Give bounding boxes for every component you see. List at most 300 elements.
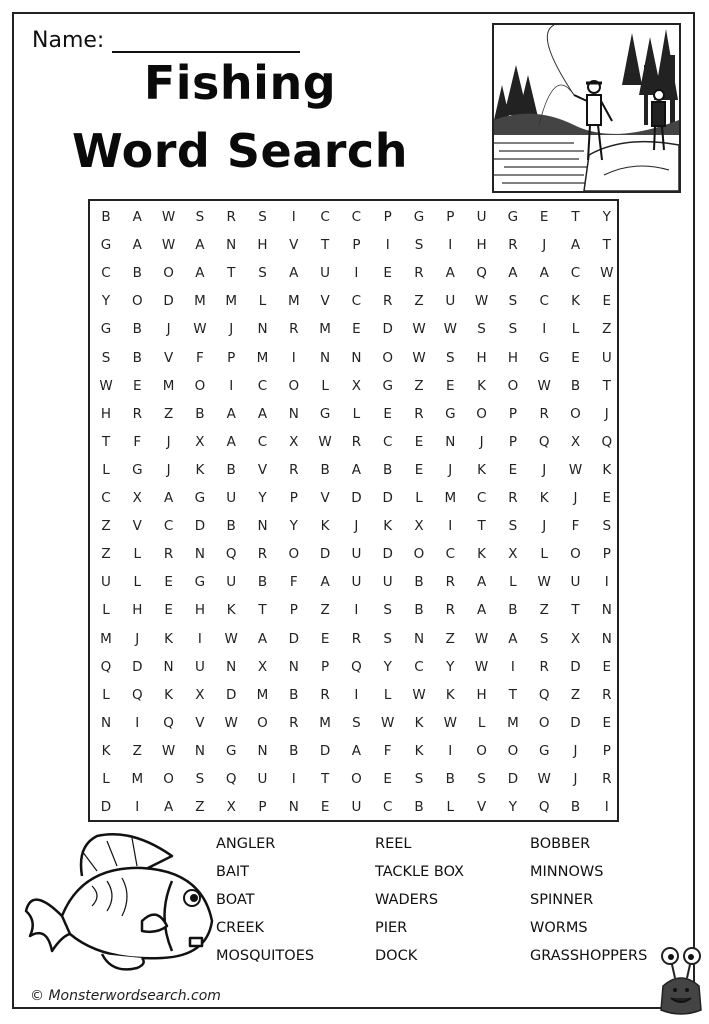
grid-letter[interactable]: C bbox=[351, 293, 362, 310]
grid-letter[interactable]: Q bbox=[538, 433, 550, 450]
grid-letter[interactable]: G bbox=[100, 237, 112, 254]
grid-letter[interactable]: A bbox=[351, 742, 362, 759]
grid-letter[interactable]: L bbox=[477, 714, 486, 731]
grid-letter[interactable]: W bbox=[318, 433, 332, 450]
grid-letter[interactable]: A bbox=[476, 602, 487, 619]
grid-letter[interactable]: W bbox=[600, 265, 614, 282]
grid-letter[interactable]: M bbox=[100, 630, 112, 647]
grid-letter[interactable]: I bbox=[291, 771, 296, 787]
grid-letter[interactable]: O bbox=[413, 546, 425, 563]
grid-letter[interactable]: A bbox=[226, 405, 236, 422]
grid-letter[interactable]: X bbox=[195, 433, 205, 450]
grid-letter[interactable]: H bbox=[132, 602, 143, 619]
grid-letter[interactable]: Z bbox=[320, 602, 330, 619]
grid-letter[interactable]: G bbox=[538, 349, 550, 366]
grid-letter[interactable]: B bbox=[132, 265, 142, 282]
grid-letter[interactable]: N bbox=[194, 546, 205, 563]
grid-letter[interactable]: C bbox=[539, 293, 549, 310]
grid-letter[interactable]: K bbox=[226, 602, 236, 619]
grid-letter[interactable]: O bbox=[570, 546, 581, 563]
grid-letter[interactable]: P bbox=[508, 405, 517, 422]
grid-letter[interactable]: U bbox=[601, 349, 612, 366]
grid-letter[interactable]: R bbox=[445, 574, 455, 591]
grid-letter[interactable]: D bbox=[100, 799, 112, 816]
grid-letter[interactable]: F bbox=[289, 574, 298, 591]
grid-letter[interactable]: W bbox=[381, 714, 395, 731]
grid-letter[interactable]: D bbox=[382, 490, 393, 506]
grid-letter[interactable]: B bbox=[132, 349, 142, 366]
grid-letter[interactable]: X bbox=[570, 433, 581, 450]
grid-letter[interactable]: T bbox=[602, 377, 611, 394]
grid-letter[interactable]: T bbox=[227, 265, 236, 282]
grid-letter[interactable]: K bbox=[414, 742, 424, 759]
grid-letter[interactable]: L bbox=[446, 799, 455, 816]
grid-letter[interactable]: J bbox=[166, 321, 171, 338]
grid-letter[interactable]: B bbox=[414, 574, 424, 591]
grid-letter[interactable]: A bbox=[132, 237, 142, 254]
grid-letter[interactable]: Y bbox=[258, 490, 267, 506]
grid-letter[interactable]: I bbox=[448, 237, 453, 254]
grid-letter[interactable]: N bbox=[288, 799, 299, 816]
grid-letter[interactable]: K bbox=[477, 377, 487, 394]
grid-letter[interactable]: X bbox=[414, 518, 424, 535]
grid-letter[interactable]: N bbox=[257, 321, 268, 338]
grid-letter[interactable]: A bbox=[226, 433, 236, 450]
grid-letter[interactable]: Z bbox=[163, 405, 174, 422]
grid-letter[interactable]: I bbox=[604, 799, 609, 816]
grid-letter[interactable]: I bbox=[135, 799, 140, 816]
grid-letter[interactable]: P bbox=[352, 237, 361, 254]
grid-letter[interactable]: N bbox=[288, 405, 299, 422]
grid-letter[interactable]: I bbox=[542, 321, 547, 338]
grid-letter[interactable]: G bbox=[100, 321, 112, 338]
grid-letter[interactable]: A bbox=[351, 461, 362, 478]
grid-letter[interactable]: Q bbox=[131, 686, 143, 703]
grid-letter[interactable]: T bbox=[477, 518, 486, 535]
grid-letter[interactable]: Q bbox=[351, 658, 362, 675]
grid-letter[interactable]: Z bbox=[445, 630, 455, 647]
grid-letter[interactable]: R bbox=[351, 433, 362, 450]
grid-letter[interactable]: U bbox=[226, 574, 237, 591]
grid-letter[interactable]: U bbox=[101, 574, 111, 591]
grid-letter[interactable]: B bbox=[289, 686, 299, 703]
grid-letter[interactable]: K bbox=[101, 742, 111, 759]
grid-letter[interactable]: S bbox=[195, 209, 205, 225]
grid-letter[interactable]: R bbox=[382, 293, 393, 310]
grid-letter[interactable]: U bbox=[445, 293, 456, 310]
grid-letter[interactable]: B bbox=[570, 377, 581, 394]
grid-letter[interactable]: O bbox=[507, 742, 519, 759]
grid-letter[interactable]: Q bbox=[538, 686, 550, 703]
grid-letter[interactable]: N bbox=[100, 714, 112, 731]
grid-letter[interactable]: C bbox=[101, 265, 111, 282]
grid-letter[interactable]: E bbox=[383, 265, 392, 282]
grid-letter[interactable]: S bbox=[101, 349, 111, 366]
grid-letter[interactable]: U bbox=[320, 265, 331, 282]
grid-letter[interactable]: T bbox=[101, 433, 111, 450]
grid-letter[interactable]: O bbox=[288, 377, 300, 394]
grid-letter[interactable]: R bbox=[289, 714, 299, 731]
grid-letter[interactable]: S bbox=[414, 237, 424, 254]
grid-letter[interactable]: S bbox=[446, 349, 455, 366]
grid-letter[interactable]: U bbox=[257, 771, 268, 787]
grid-letter[interactable]: V bbox=[257, 461, 268, 478]
grid-letter[interactable]: K bbox=[445, 686, 455, 703]
grid-letter[interactable]: O bbox=[194, 377, 206, 394]
grid-letter[interactable]: A bbox=[289, 265, 299, 282]
grid-letter[interactable]: B bbox=[195, 405, 205, 422]
grid-letter[interactable]: R bbox=[163, 546, 174, 563]
grid-letter[interactable]: U bbox=[194, 658, 205, 675]
grid-letter[interactable]: O bbox=[507, 377, 519, 394]
grid-letter[interactable]: C bbox=[351, 209, 362, 225]
grid-letter[interactable]: U bbox=[382, 574, 393, 591]
grid-letter[interactable]: C bbox=[320, 209, 330, 225]
grid-letter[interactable]: I bbox=[135, 714, 140, 731]
grid-letter[interactable]: B bbox=[414, 602, 424, 619]
grid-letter[interactable]: O bbox=[351, 771, 362, 787]
grid-letter[interactable]: K bbox=[539, 490, 549, 506]
grid-letter[interactable]: C bbox=[257, 433, 268, 450]
grid-letter[interactable]: O bbox=[476, 742, 487, 759]
grid-letter[interactable]: L bbox=[102, 602, 110, 619]
grid-letter[interactable]: R bbox=[508, 237, 518, 254]
grid-letter[interactable]: M bbox=[444, 490, 457, 506]
grid-letter[interactable]: E bbox=[446, 377, 455, 394]
grid-letter[interactable]: M bbox=[194, 293, 206, 310]
grid-letter[interactable]: G bbox=[445, 405, 456, 422]
grid-letter[interactable]: L bbox=[352, 405, 361, 422]
grid-letter[interactable]: J bbox=[166, 461, 171, 478]
grid-letter[interactable]: H bbox=[476, 349, 487, 366]
grid-letter[interactable]: B bbox=[257, 574, 268, 591]
grid-letter[interactable]: Z bbox=[195, 799, 205, 816]
grid-letter[interactable]: M bbox=[162, 377, 175, 394]
grid-letter[interactable]: E bbox=[602, 714, 612, 731]
grid-letter[interactable]: F bbox=[571, 518, 580, 535]
grid-letter[interactable]: N bbox=[320, 349, 331, 366]
grid-letter[interactable]: S bbox=[383, 602, 392, 619]
grid-letter[interactable]: S bbox=[352, 714, 361, 731]
grid-letter[interactable]: I bbox=[291, 349, 296, 366]
grid-letter[interactable]: L bbox=[258, 293, 267, 310]
grid-letter[interactable]: N bbox=[601, 630, 612, 647]
grid-letter[interactable]: O bbox=[163, 265, 174, 282]
grid-letter[interactable]: A bbox=[257, 405, 268, 422]
grid-letter[interactable]: X bbox=[570, 630, 581, 647]
grid-letter[interactable]: W bbox=[443, 714, 457, 731]
grid-letter[interactable]: R bbox=[445, 602, 455, 619]
grid-letter[interactable]: Q bbox=[163, 714, 174, 731]
grid-letter[interactable]: N bbox=[226, 237, 237, 254]
grid-letter[interactable]: A bbox=[508, 265, 518, 282]
grid-letter[interactable]: M bbox=[131, 771, 144, 787]
grid-letter[interactable]: N bbox=[351, 349, 362, 366]
grid-letter[interactable]: V bbox=[320, 490, 330, 506]
grid-letter[interactable]: K bbox=[164, 630, 174, 647]
grid-letter[interactable]: J bbox=[166, 433, 171, 450]
grid-letter[interactable]: K bbox=[477, 461, 487, 478]
grid-letter[interactable]: D bbox=[163, 293, 174, 310]
grid-letter[interactable]: W bbox=[474, 630, 489, 647]
grid-letter[interactable]: O bbox=[131, 293, 143, 310]
grid-letter[interactable]: W bbox=[412, 686, 426, 703]
grid-letter[interactable]: G bbox=[132, 461, 143, 478]
grid-letter[interactable]: U bbox=[570, 574, 581, 591]
grid-letter[interactable]: O bbox=[257, 714, 268, 731]
grid-letter[interactable]: R bbox=[602, 771, 612, 787]
grid-letter[interactable]: L bbox=[133, 574, 142, 591]
grid-letter[interactable]: S bbox=[258, 265, 267, 282]
grid-letter[interactable]: N bbox=[445, 433, 456, 450]
grid-letter[interactable]: Q bbox=[601, 433, 613, 450]
grid-letter[interactable]: Q bbox=[225, 771, 237, 787]
grid-letter[interactable]: P bbox=[446, 209, 455, 225]
grid-letter[interactable]: I bbox=[354, 686, 359, 703]
grid-letter[interactable]: E bbox=[164, 574, 173, 591]
grid-letter[interactable]: V bbox=[289, 237, 299, 254]
grid-letter[interactable]: E bbox=[414, 461, 424, 478]
grid-letter[interactable]: R bbox=[351, 630, 362, 647]
grid-letter[interactable]: Z bbox=[414, 293, 424, 310]
grid-letter[interactable]: L bbox=[102, 461, 110, 478]
grid-letter[interactable]: J bbox=[542, 518, 547, 535]
grid-letter[interactable]: E bbox=[602, 293, 612, 310]
grid-letter[interactable]: W bbox=[224, 714, 238, 731]
grid-letter[interactable]: J bbox=[573, 490, 578, 506]
grid-letter[interactable]: T bbox=[508, 686, 518, 703]
grid-letter[interactable]: C bbox=[101, 490, 111, 506]
grid-letter[interactable]: W bbox=[99, 377, 113, 394]
grid-letter[interactable]: R bbox=[539, 405, 549, 422]
grid-letter[interactable]: S bbox=[508, 293, 518, 310]
grid-letter[interactable]: P bbox=[289, 602, 298, 619]
grid-letter[interactable]: Q bbox=[538, 799, 550, 816]
grid-letter[interactable]: E bbox=[352, 321, 361, 338]
grid-letter[interactable]: I bbox=[448, 742, 453, 759]
grid-letter[interactable]: P bbox=[258, 799, 267, 816]
grid-letter[interactable]: K bbox=[164, 686, 174, 703]
grid-letter[interactable]: J bbox=[542, 237, 547, 254]
grid-letter[interactable]: G bbox=[538, 742, 550, 759]
grid-letter[interactable]: A bbox=[163, 490, 174, 506]
grid-letter[interactable]: J bbox=[354, 518, 359, 535]
grid-letter[interactable]: P bbox=[321, 658, 330, 675]
grid-letter[interactable]: N bbox=[413, 630, 425, 647]
grid-letter[interactable]: R bbox=[226, 209, 236, 225]
grid-letter[interactable]: K bbox=[571, 293, 580, 310]
grid-letter[interactable]: B bbox=[508, 602, 518, 619]
grid-letter[interactable]: L bbox=[540, 546, 548, 563]
grid-letter[interactable]: M bbox=[319, 321, 331, 338]
grid-letter[interactable]: V bbox=[476, 799, 487, 816]
grid-letter[interactable]: W bbox=[537, 574, 551, 591]
grid-letter[interactable]: L bbox=[509, 574, 517, 591]
grid-letter[interactable]: G bbox=[194, 574, 206, 591]
grid-letter[interactable]: N bbox=[257, 518, 268, 535]
grid-letter[interactable]: L bbox=[321, 377, 329, 394]
grid-letter[interactable]: T bbox=[602, 237, 611, 254]
grid-letter[interactable]: D bbox=[570, 658, 581, 675]
grid-letter[interactable]: E bbox=[414, 433, 424, 450]
grid-letter[interactable]: N bbox=[601, 602, 612, 619]
grid-letter[interactable]: H bbox=[257, 237, 268, 254]
grid-letter[interactable]: O bbox=[288, 546, 300, 563]
grid-letter[interactable]: B bbox=[383, 461, 393, 478]
grid-letter[interactable]: S bbox=[508, 518, 518, 535]
grid-letter[interactable]: U bbox=[226, 490, 237, 506]
grid-letter[interactable]: G bbox=[413, 209, 425, 225]
grid-letter[interactable]: B bbox=[132, 321, 142, 338]
grid-letter[interactable]: G bbox=[507, 209, 519, 225]
grid-letter[interactable]: F bbox=[196, 349, 204, 366]
grid-letter[interactable]: Q bbox=[225, 546, 237, 563]
grid-letter[interactable]: Y bbox=[446, 658, 455, 675]
grid-letter[interactable]: F bbox=[383, 742, 392, 759]
grid-letter[interactable]: T bbox=[258, 602, 267, 619]
grid-letter[interactable]: I bbox=[229, 377, 234, 394]
grid-letter[interactable]: R bbox=[539, 658, 549, 675]
grid-letter[interactable]: C bbox=[570, 265, 581, 282]
grid-letter[interactable]: N bbox=[226, 658, 237, 675]
grid-letter[interactable]: P bbox=[289, 490, 298, 506]
grid-letter[interactable]: B bbox=[414, 799, 424, 816]
grid-letter[interactable]: M bbox=[319, 714, 331, 731]
grid-letter[interactable]: X bbox=[257, 658, 268, 675]
grid-letter[interactable]: M bbox=[256, 686, 269, 703]
grid-letter[interactable]: W bbox=[537, 377, 551, 394]
grid-letter[interactable]: Z bbox=[602, 321, 612, 338]
grid-letter[interactable]: E bbox=[571, 349, 580, 366]
grid-letter[interactable]: D bbox=[225, 686, 237, 703]
grid-letter[interactable]: T bbox=[571, 602, 580, 619]
grid-letter[interactable]: E bbox=[508, 461, 518, 478]
grid-letter[interactable]: L bbox=[571, 321, 580, 338]
grid-letter[interactable]: M bbox=[225, 293, 238, 310]
grid-letter[interactable]: P bbox=[508, 433, 517, 450]
grid-letter[interactable]: W bbox=[224, 630, 238, 647]
grid-letter[interactable]: W bbox=[474, 658, 489, 675]
grid-letter[interactable]: C bbox=[257, 377, 268, 394]
grid-letter[interactable]: G bbox=[319, 405, 331, 422]
grid-letter[interactable]: I bbox=[354, 602, 359, 619]
grid-letter[interactable]: J bbox=[448, 461, 453, 478]
grid-letter[interactable]: E bbox=[539, 209, 549, 225]
grid-letter[interactable]: S bbox=[508, 321, 518, 338]
grid-letter[interactable]: K bbox=[414, 714, 424, 731]
grid-letter[interactable]: J bbox=[135, 630, 140, 647]
grid-letter[interactable]: C bbox=[445, 546, 456, 563]
grid-letter[interactable]: A bbox=[195, 237, 205, 254]
grid-letter[interactable]: K bbox=[602, 461, 612, 478]
grid-letter[interactable]: B bbox=[445, 771, 455, 787]
grid-letter[interactable]: D bbox=[319, 546, 331, 563]
grid-letter[interactable]: B bbox=[289, 742, 299, 759]
grid-letter[interactable]: Y bbox=[289, 518, 298, 535]
grid-letter[interactable]: M bbox=[256, 349, 269, 366]
grid-letter[interactable]: R bbox=[132, 405, 142, 422]
grid-letter[interactable]: P bbox=[602, 546, 611, 563]
grid-letter[interactable]: X bbox=[195, 686, 205, 703]
grid-letter[interactable]: D bbox=[351, 490, 362, 506]
grid-letter[interactable]: Z bbox=[132, 742, 142, 759]
grid-letter[interactable]: N bbox=[194, 742, 205, 759]
grid-letter[interactable]: U bbox=[351, 574, 362, 591]
grid-letter[interactable]: C bbox=[414, 658, 424, 675]
grid-letter[interactable]: Y bbox=[383, 658, 392, 675]
grid-letter[interactable]: W bbox=[537, 771, 551, 787]
grid-letter[interactable]: G bbox=[382, 377, 393, 394]
grid-letter[interactable]: X bbox=[226, 799, 236, 816]
grid-letter[interactable]: D bbox=[382, 546, 393, 563]
grid-letter[interactable]: I bbox=[604, 574, 609, 591]
grid-letter[interactable]: Z bbox=[101, 518, 111, 535]
grid-letter[interactable]: I bbox=[385, 237, 390, 254]
grid-letter[interactable]: L bbox=[102, 771, 110, 787]
grid-letter[interactable]: U bbox=[476, 209, 487, 225]
grid-letter[interactable]: Y bbox=[602, 209, 611, 225]
grid-letter[interactable]: B bbox=[570, 799, 581, 816]
grid-letter[interactable]: E bbox=[602, 490, 612, 506]
grid-letter[interactable]: W bbox=[161, 742, 176, 759]
grid-letter[interactable]: S bbox=[477, 321, 486, 338]
grid-letter[interactable]: N bbox=[288, 658, 299, 675]
grid-letter[interactable]: K bbox=[320, 518, 330, 535]
grid-letter[interactable]: U bbox=[351, 799, 362, 816]
grid-letter[interactable]: K bbox=[383, 518, 393, 535]
grid-letter[interactable]: D bbox=[194, 518, 206, 535]
grid-letter[interactable]: W bbox=[412, 349, 426, 366]
grid-letter[interactable]: Z bbox=[570, 686, 581, 703]
grid-letter[interactable]: B bbox=[226, 518, 236, 535]
grid-letter[interactable]: I bbox=[448, 518, 453, 535]
grid-letter[interactable]: W bbox=[474, 293, 489, 310]
grid-letter[interactable]: E bbox=[383, 405, 392, 422]
grid-letter[interactable]: O bbox=[163, 771, 174, 787]
grid-letter[interactable]: O bbox=[538, 714, 550, 731]
grid-letter[interactable]: R bbox=[414, 265, 424, 282]
grid-letter[interactable]: I bbox=[510, 658, 515, 675]
grid-letter[interactable]: T bbox=[571, 209, 580, 225]
grid-letter[interactable]: C bbox=[382, 433, 393, 450]
grid-letter[interactable]: E bbox=[164, 602, 173, 619]
grid-letter[interactable]: B bbox=[226, 461, 236, 478]
grid-letter[interactable]: M bbox=[287, 293, 300, 310]
grid-letter[interactable]: N bbox=[257, 742, 268, 759]
grid-letter[interactable]: X bbox=[289, 433, 299, 450]
grid-letter[interactable]: E bbox=[602, 658, 612, 675]
grid-letter[interactable]: Q bbox=[100, 658, 112, 675]
grid-letter[interactable]: I bbox=[291, 209, 296, 225]
grid-letter[interactable]: H bbox=[100, 405, 112, 422]
grid-letter[interactable]: X bbox=[508, 546, 518, 563]
grid-letter[interactable]: H bbox=[476, 686, 487, 703]
grid-letter[interactable]: J bbox=[542, 461, 547, 478]
grid-letter[interactable]: V bbox=[163, 349, 174, 366]
grid-letter[interactable]: V bbox=[195, 714, 205, 731]
grid-letter[interactable]: B bbox=[101, 209, 111, 225]
grid-letter[interactable]: S bbox=[477, 771, 486, 787]
grid-letter[interactable]: S bbox=[258, 209, 267, 225]
grid-letter[interactable]: T bbox=[320, 771, 330, 787]
grid-letter[interactable]: J bbox=[573, 742, 578, 759]
grid-letter[interactable]: C bbox=[476, 490, 487, 506]
grid-letter[interactable]: X bbox=[351, 377, 362, 394]
grid-letter[interactable]: P bbox=[383, 209, 392, 225]
grid-letter[interactable]: D bbox=[319, 742, 331, 759]
grid-letter[interactable]: G bbox=[194, 490, 206, 506]
grid-letter[interactable]: J bbox=[479, 433, 484, 450]
